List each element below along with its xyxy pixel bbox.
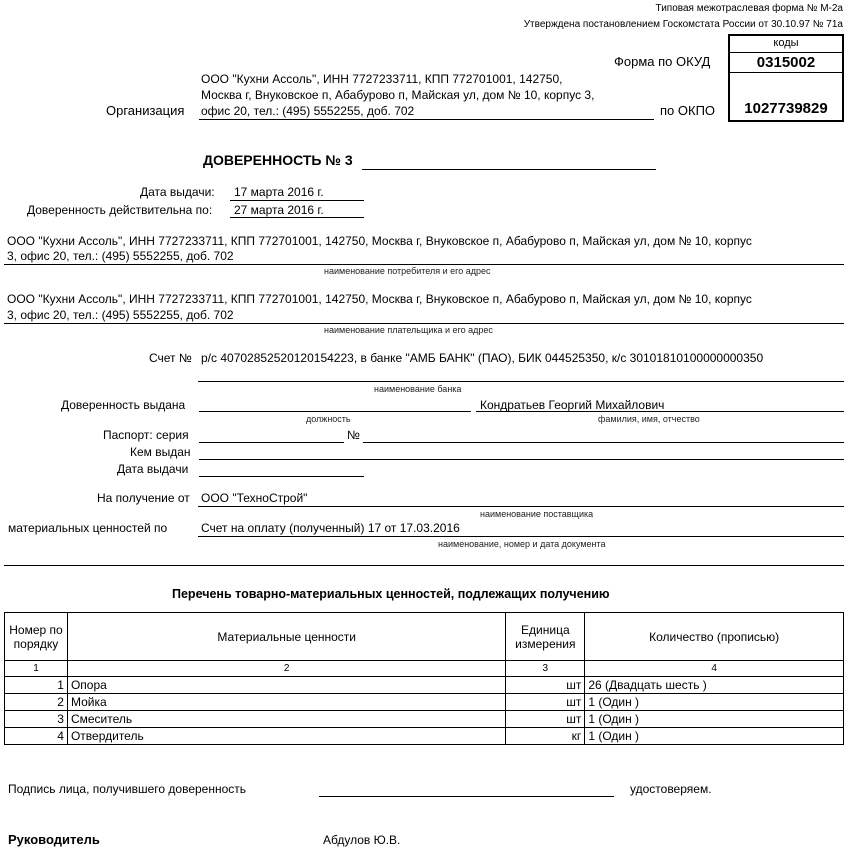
col-header-number: Номер по порядку (5, 613, 68, 661)
account-label: Счет № (149, 351, 192, 365)
table-row (5, 711, 844, 728)
title-underline (362, 169, 656, 170)
name-caption: фамилия, имя, отчество (598, 414, 700, 424)
supplier-caption: наименование поставщика (480, 509, 594, 519)
okud-code: 0315002 (730, 53, 842, 73)
okpo-label: по ОКПО (660, 103, 716, 118)
org-line-3: офис 20, тел.: (495) 5552255, доб. 702 (201, 104, 415, 118)
items-table (4, 612, 844, 745)
table-row (5, 694, 844, 711)
row-number: 1 (5, 677, 68, 694)
issued-to-name: Кондратьев Георгий Михайлович (480, 398, 665, 412)
passport-number-field[interactable] (363, 442, 844, 443)
col-num: 2 (67, 661, 505, 677)
position-caption: должность (306, 414, 351, 424)
col-header-quantity: Количество (прописью) (585, 613, 844, 661)
col-header-values: Материальные ценности (67, 613, 505, 661)
row-number: 3 (5, 711, 68, 728)
valid-until-label: Доверенность действительна по: (27, 203, 213, 217)
col-header-unit: Единица измерения (506, 613, 585, 661)
payer-line-1: ООО "Кухни Ассоль", ИНН 7727233711, КПП 772701001, 142750, Москва г, Внуковское п, Абабурово п, Майская ул, дом № 10, корпус (7, 292, 752, 306)
passport-issue-date-label: Дата выдачи (117, 462, 189, 476)
row-unit: шт (506, 677, 585, 694)
valid-until-value: 27 марта 2016 г. (234, 203, 324, 217)
row-quantity: 1 (Один ) (585, 728, 844, 745)
org-line-1: ООО "Кухни Ассоль", ИНН 7727233711, КПП 772701001, 142750, (201, 72, 563, 86)
consumer-underline (4, 264, 844, 265)
passport-issue-date-field[interactable] (199, 476, 364, 477)
values-by-label: материальных ценностей по (8, 521, 168, 535)
signature-label: Подпись лица, получившего доверенность (8, 782, 247, 796)
consumer-caption: наименование потребителя и его адрес (324, 266, 491, 276)
col-num: 4 (585, 661, 844, 677)
account-underline (198, 381, 844, 382)
payer-line-2: 3, офис 20, тел.: (495) 5552255, доб. 702 (7, 308, 234, 322)
document-underline (198, 536, 844, 537)
consumer-line-1: ООО "Кухни Ассоль", ИНН 7727233711, КПП 772701001, 142750, Москва г, Внуковское п, Абабурово п, Майская ул, дом № 10, корпус (7, 234, 752, 248)
bank-caption: наименование банка (374, 384, 462, 394)
payer-caption: наименование плательщика и его адрес (324, 325, 493, 335)
passport-number-label: № (347, 428, 360, 442)
supplier-underline (198, 506, 844, 507)
org-underline (199, 119, 654, 120)
document-title: ДОВЕРЕННОСТЬ № 3 (203, 152, 353, 168)
certify-text: удостоверяем. (630, 782, 712, 796)
row-name: Опора (67, 677, 505, 694)
row-unit: кг (506, 728, 585, 745)
col-num: 1 (5, 661, 68, 677)
row-quantity: 26 (Двадцать шесть ) (585, 677, 844, 694)
row-unit: шт (506, 694, 585, 711)
signature-field[interactable] (319, 796, 614, 797)
account-value: р/с 40702852520120154223, в банке "АМБ БАНК" (ПАО), БИК 044525350, к/с 30101810100000000350 (201, 351, 764, 365)
table-row (5, 728, 844, 745)
row-number: 2 (5, 694, 68, 711)
section-separator (4, 565, 844, 566)
position-underline (199, 411, 471, 412)
org-label: Организация (106, 103, 185, 118)
valid-until-underline (230, 217, 364, 218)
table-header-row (5, 613, 844, 661)
receipt-from-label: На получение от (97, 491, 190, 505)
table-colnum-row (5, 661, 844, 677)
passport-issued-by-field[interactable] (199, 459, 844, 460)
row-quantity: 1 (Один ) (585, 694, 844, 711)
issue-date-label: Дата выдачи: (140, 185, 215, 199)
row-name: Отвердитель (67, 728, 505, 745)
issue-date-value: 17 марта 2016 г. (234, 185, 324, 199)
approval-note: Утверждена постановлением Госкомстата России от 30.10.97 № 71а (523, 19, 843, 30)
name-underline (476, 411, 844, 412)
okpo-code: 1027739829 (744, 100, 828, 117)
row-name: Мойка (67, 694, 505, 711)
row-name: Смеситель (67, 711, 505, 728)
consumer-line-2: 3, офис 20, тел.: (495) 5552255, доб. 702 (7, 249, 234, 263)
org-line-2: Москва г, Внуковское п, Абабурово п, Майская ул, дом № 10, корпус 3, (201, 88, 595, 102)
row-quantity: 1 (Один ) (585, 711, 844, 728)
list-title: Перечень товарно-материальных ценностей, подлежащих получению (172, 587, 610, 601)
okud-label: Форма по ОКУД (614, 54, 711, 69)
basis-document: Счет на оплату (полученный) 17 от 17.03.2016 (201, 521, 460, 535)
row-number: 4 (5, 728, 68, 745)
table-row (5, 677, 844, 694)
passport-issued-by-label: Кем выдан (130, 445, 191, 459)
row-unit: шт (506, 711, 585, 728)
codes-box (728, 34, 844, 122)
col-num: 3 (506, 661, 585, 677)
document-caption: наименование, номер и дата документа (438, 539, 606, 549)
passport-series-label: Паспорт: серия (103, 428, 189, 442)
head-label: Руководитель (8, 832, 100, 847)
codes-header: коды (730, 36, 842, 53)
issue-date-underline (230, 200, 364, 201)
issued-to-label: Доверенность выдана (61, 398, 186, 412)
passport-series-field[interactable] (199, 442, 344, 443)
payer-underline (4, 323, 844, 324)
supplier-name: ООО "ТехноСтрой" (201, 491, 308, 505)
form-type: Типовая межотраслевая форма № М-2а (655, 3, 843, 14)
head-name: Абдулов Ю.В. (323, 833, 401, 847)
